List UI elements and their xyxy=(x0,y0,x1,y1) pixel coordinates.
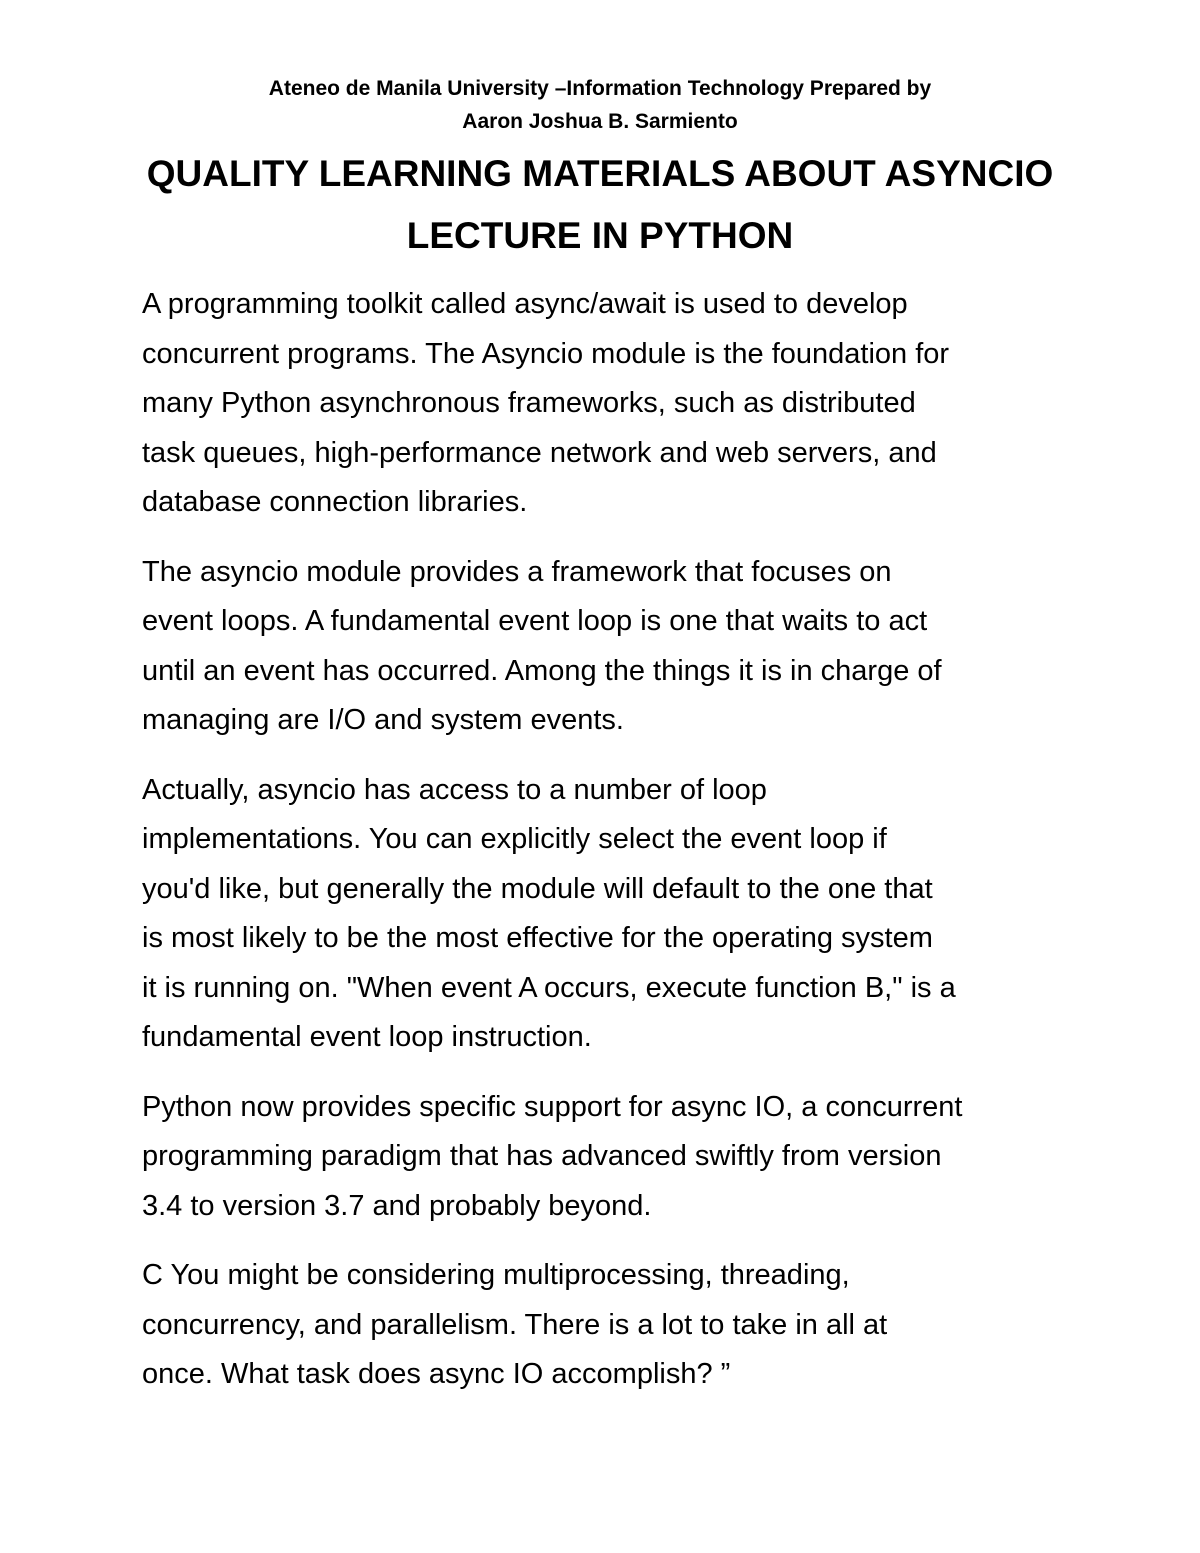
paragraph-line: database connection libraries. xyxy=(142,486,528,518)
paragraph-line: is most likely to be the most effective for the operating system xyxy=(142,922,933,954)
document-header xyxy=(140,72,1060,138)
paragraph-line: event loops. A fundamental event loop is one that waits to act xyxy=(142,605,928,637)
paragraph-line: you'd like, but generally the module will default to the one that xyxy=(142,872,933,905)
header-author-line: Aaron Joshua B. Sarmiento xyxy=(462,110,738,133)
paragraph-line: Python now provides specific support for async IO, a concurrent xyxy=(142,1090,963,1123)
header-institution-line: Ateneo de Manila University –Information Technology Prepared by xyxy=(268,77,932,100)
paragraph-line: C You might be considering multiprocessing, threading, xyxy=(142,1259,850,1291)
title-line-1: QUALITY LEARNING MATERIALS ABOUT ASYNCIO xyxy=(146,153,1054,194)
body-paragraph xyxy=(142,548,1072,746)
document-title xyxy=(110,143,1090,267)
paragraph-line: Actually, asyncio has access to a number of loop xyxy=(142,773,767,806)
paragraph-line: concurrent programs. The Asyncio module is the foundation for xyxy=(142,337,950,370)
paragraph-line: A programming toolkit called async/await is used to develop xyxy=(142,288,908,320)
body-paragraph xyxy=(142,1083,1072,1232)
paragraph-line: it is running on. "When event A occurs, execute function B," is a xyxy=(142,971,956,1004)
title-line-2: LECTURE IN PYTHON xyxy=(406,215,794,256)
paragraph-line: concurrency, and parallelism. There is a lot to take in all at xyxy=(142,1308,888,1341)
body-paragraph xyxy=(142,1251,1072,1400)
paragraph-line: The asyncio module provides a framework that focuses on xyxy=(142,555,892,588)
paragraph-line: implementations. You can explicitly select the event loop if xyxy=(142,823,887,855)
paragraph-line: 3.4 to version 3.7 and probably beyond. xyxy=(142,1189,652,1222)
paragraph-line: many Python asynchronous frameworks, such as distributed xyxy=(142,387,916,419)
body-paragraph xyxy=(142,766,1072,1063)
paragraph-line: once. What task does async IO accomplish? ” xyxy=(142,1358,731,1390)
paragraph-line: fundamental event loop instruction. xyxy=(142,1021,592,1053)
document-body xyxy=(142,280,1072,1420)
paragraph-line: programming paradigm that has advanced swiftly from version xyxy=(142,1140,942,1172)
body-paragraph xyxy=(142,280,1072,528)
paragraph-line: until an event has occurred. Among the things it is in charge of xyxy=(142,654,942,687)
paragraph-line: task queues, high-performance network and web servers, and xyxy=(142,436,937,469)
paragraph-line: managing are I/O and system events. xyxy=(142,704,624,736)
